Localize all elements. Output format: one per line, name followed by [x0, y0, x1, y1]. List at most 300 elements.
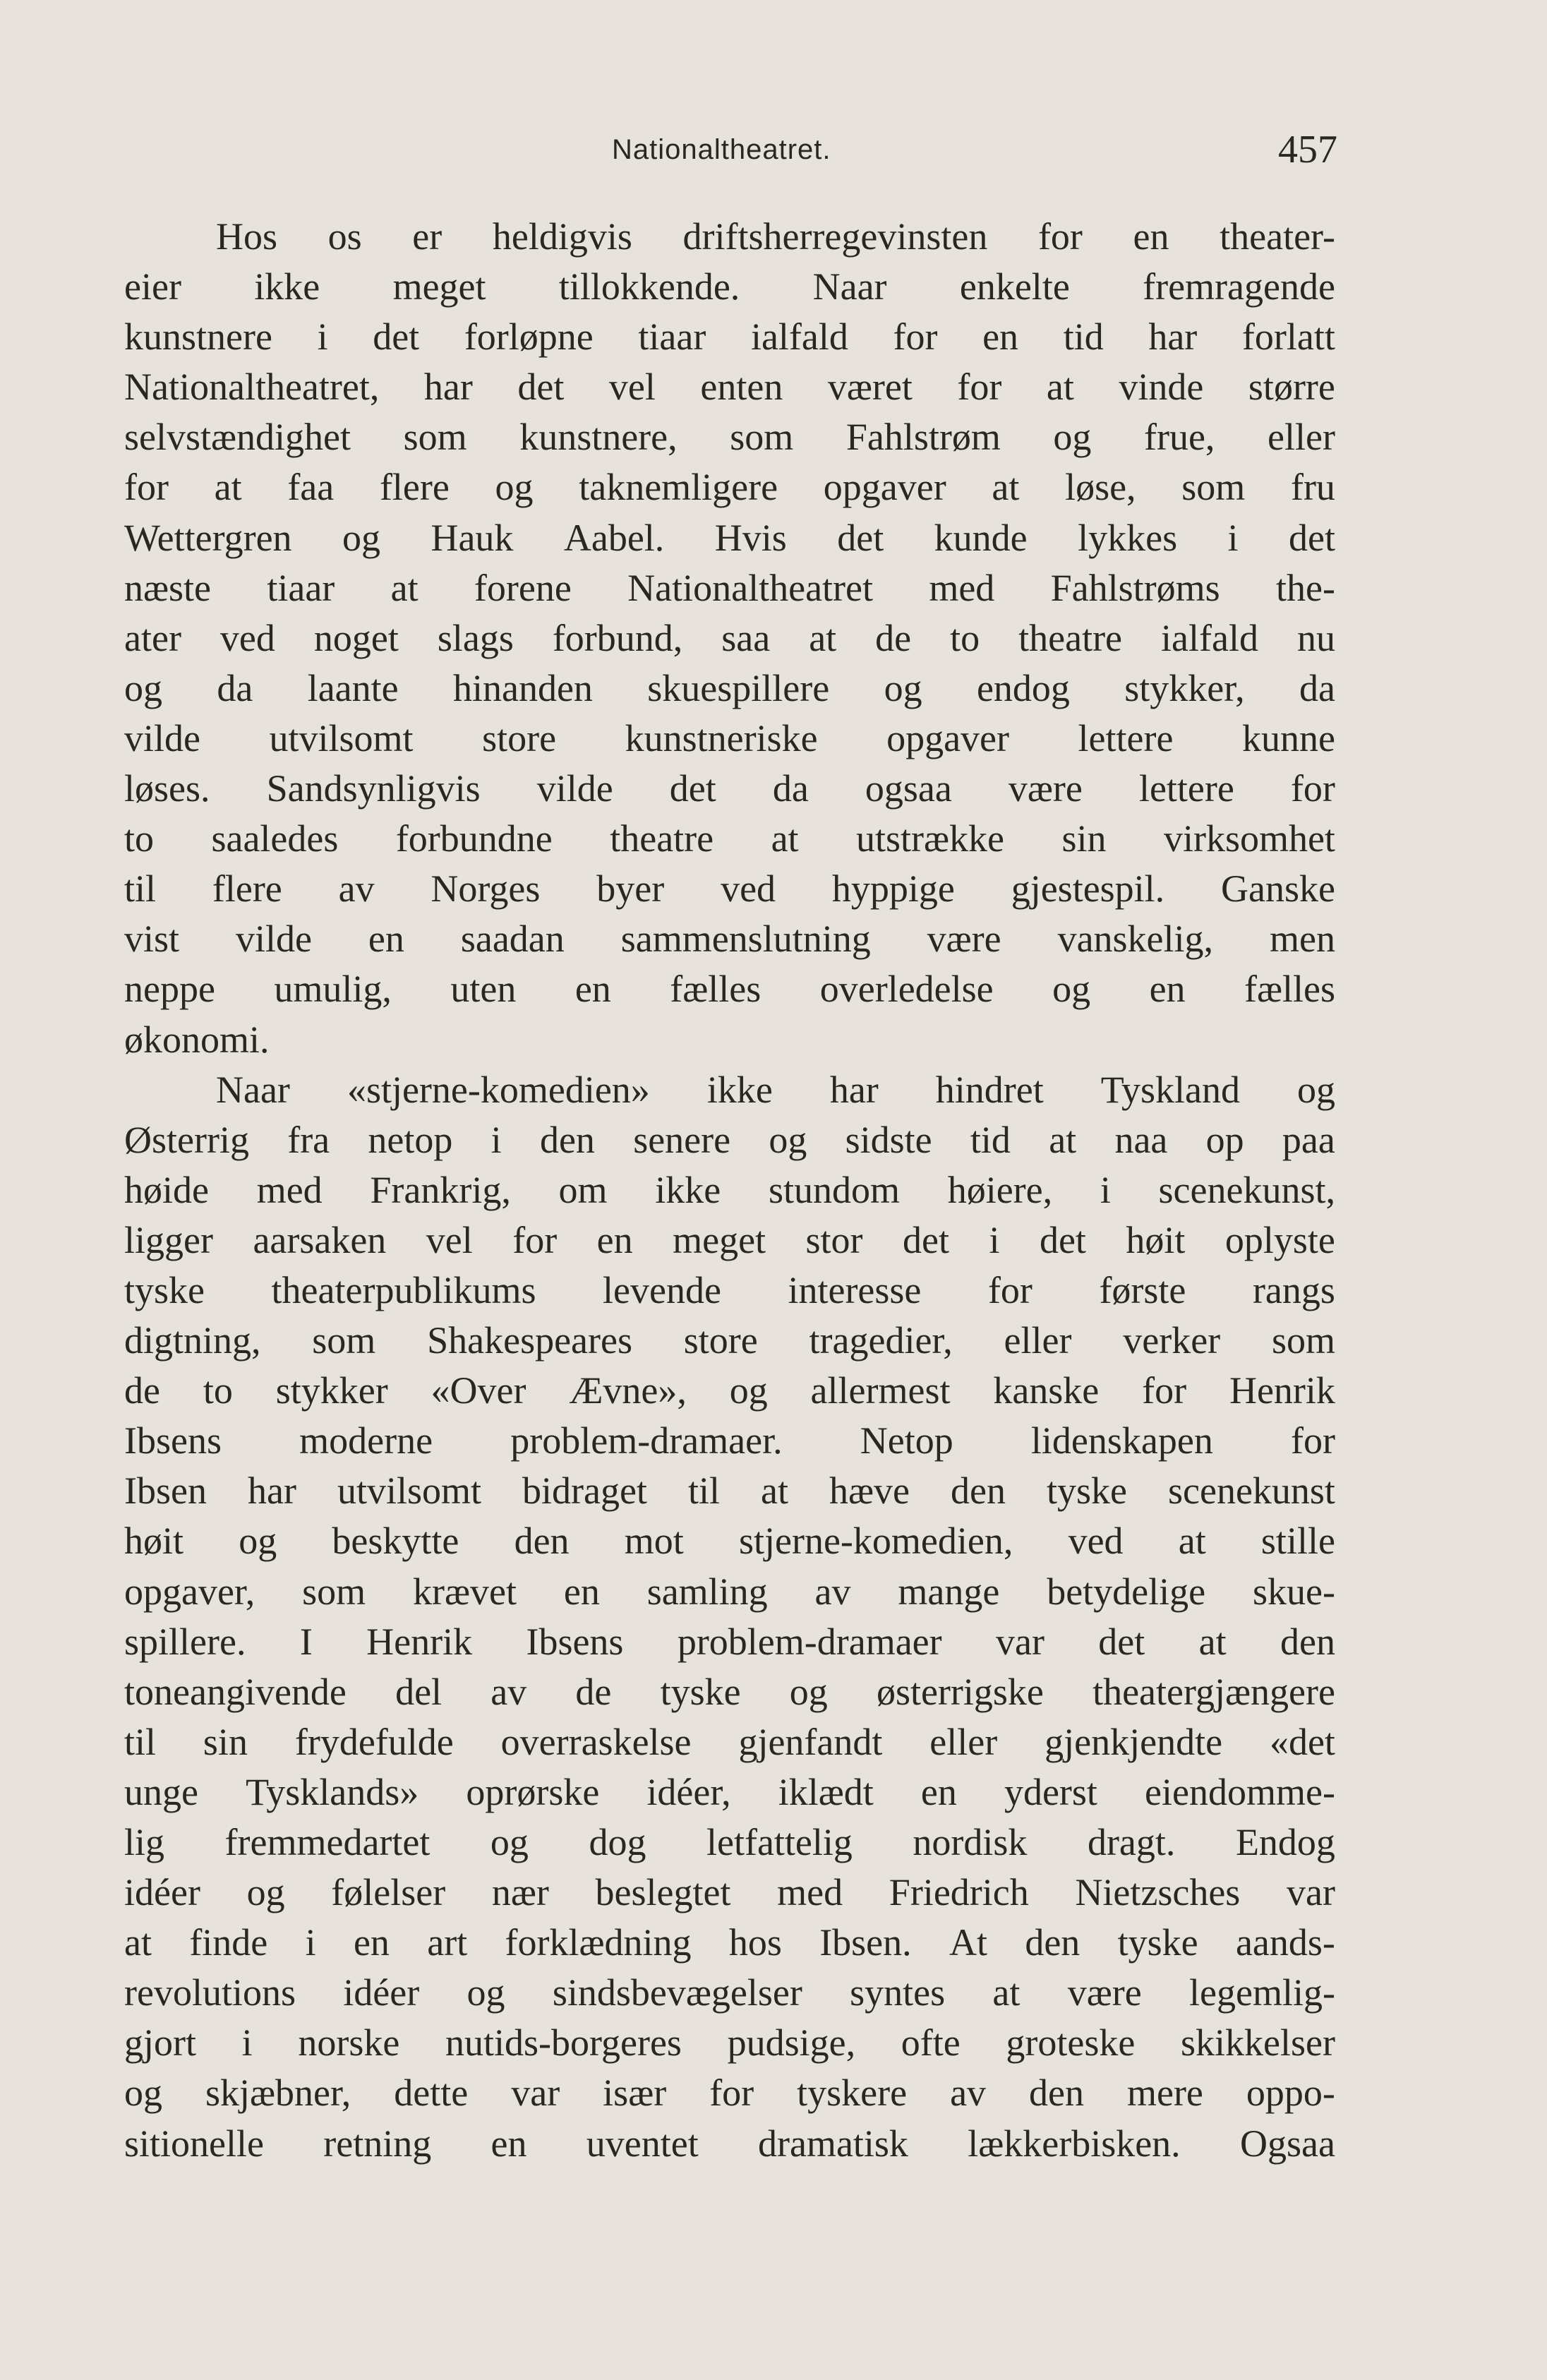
- word: været: [827, 366, 913, 409]
- word: og: [246, 1871, 285, 1914]
- word: tiaar: [267, 566, 335, 609]
- text-line: [124, 2119, 1335, 2169]
- word: ved: [1068, 1520, 1124, 1563]
- word: har: [423, 366, 473, 409]
- word: for: [512, 1218, 558, 1261]
- text-line: [124, 1316, 1335, 1366]
- word: Henrik: [1229, 1369, 1335, 1412]
- word: til: [687, 1470, 720, 1513]
- word: Endog: [1235, 1821, 1335, 1863]
- word: to: [203, 1369, 233, 1412]
- word: netop: [368, 1118, 453, 1161]
- word: har: [1148, 315, 1198, 359]
- word: en: [353, 1921, 390, 1964]
- word: neppe: [124, 968, 215, 1011]
- word: eiendomme-: [1145, 1770, 1335, 1813]
- word: lig: [124, 1821, 165, 1863]
- word: Ogsaa: [1239, 2122, 1335, 2165]
- word: forklædning: [505, 1921, 692, 1964]
- word: i: [1227, 516, 1239, 559]
- word: at: [809, 616, 837, 659]
- text-line: [124, 1366, 1335, 1416]
- word: av: [950, 2072, 987, 2115]
- word: del: [395, 1670, 443, 1713]
- word: med: [256, 1168, 323, 1211]
- word: løse,: [1065, 466, 1136, 509]
- text-line: [124, 212, 1335, 262]
- word: dette: [394, 2072, 469, 2115]
- text-line: økonomi.: [124, 1018, 270, 1061]
- word: følelser: [331, 1871, 446, 1914]
- word: den: [1025, 1921, 1081, 1964]
- text-line: [124, 1968, 1335, 2018]
- word: enten: [700, 366, 783, 409]
- word: hæve: [829, 1470, 910, 1513]
- word: bidraget: [522, 1470, 647, 1513]
- word: forbundne: [395, 817, 553, 860]
- word: stundom: [768, 1168, 900, 1211]
- word: oppo-: [1246, 2072, 1335, 2115]
- word: problem-dramaer.: [510, 1419, 783, 1462]
- word: byer: [596, 867, 665, 910]
- word: nær: [491, 1871, 549, 1914]
- word: som: [403, 416, 467, 459]
- word: scenekunst,: [1158, 1168, 1335, 1211]
- word: endog: [976, 666, 1070, 709]
- word: heldigvis: [492, 215, 632, 258]
- word: Ibsen.: [819, 1921, 912, 1964]
- word: Østerrig: [124, 1118, 249, 1161]
- word: letfattelig: [706, 1821, 853, 1863]
- word: I: [299, 1620, 313, 1663]
- word: første: [1099, 1268, 1186, 1311]
- word: høit: [124, 1520, 184, 1563]
- word: beslegtet: [595, 1871, 731, 1914]
- word: betydelige: [1047, 1570, 1206, 1613]
- word: theaterpublikums: [271, 1268, 536, 1311]
- word: de: [124, 1369, 160, 1412]
- word: pudsige,: [727, 2021, 856, 2065]
- word: stykker,: [1124, 666, 1245, 709]
- word: Nationaltheatret,: [124, 366, 380, 409]
- word: utvilsomt: [269, 716, 414, 759]
- text-line: [124, 1165, 1335, 1215]
- word: idéer: [124, 1871, 200, 1914]
- word: naa: [1114, 1118, 1168, 1161]
- word: spillere.: [124, 1620, 246, 1663]
- word: Sandsynligvis: [266, 767, 481, 810]
- word: digtning,: [124, 1319, 261, 1362]
- word: gjestespil.: [1011, 867, 1165, 910]
- word: og: [729, 1369, 768, 1412]
- text-line: [124, 262, 1335, 312]
- word: lækkerbisken.: [968, 2122, 1181, 2165]
- word: legemlig-: [1189, 1971, 1335, 2014]
- word: aands-: [1235, 1921, 1335, 1964]
- word: for: [1291, 1419, 1335, 1462]
- word: skjæbner,: [205, 2072, 351, 2115]
- word: Henrik: [366, 1620, 473, 1663]
- word: Hauk: [431, 516, 514, 559]
- word: skue-: [1252, 1570, 1335, 1613]
- word: driftsherregevinsten: [682, 215, 988, 258]
- word: slags: [437, 616, 514, 659]
- word: vilde: [235, 918, 312, 961]
- word: og: [124, 666, 162, 709]
- word: og: [884, 666, 922, 709]
- word: dragt.: [1087, 1821, 1176, 1863]
- word: vist: [124, 918, 180, 961]
- word: tyskere: [797, 2072, 908, 2115]
- word: Tyskland: [1100, 1068, 1240, 1111]
- word: to: [950, 616, 980, 659]
- word: overraskelse: [500, 1720, 692, 1763]
- word: verker: [1123, 1319, 1221, 1362]
- word: det: [1039, 1218, 1086, 1261]
- word: var: [1287, 1871, 1335, 1914]
- word: den: [1280, 1620, 1335, 1663]
- word: yderst: [1004, 1770, 1097, 1813]
- word: og: [342, 516, 380, 559]
- word: laante: [307, 666, 399, 709]
- word: sin: [203, 1720, 248, 1763]
- word: ater: [124, 616, 181, 659]
- word: mot: [624, 1520, 684, 1563]
- word: ogsaa: [865, 767, 952, 810]
- word: tyske: [124, 1268, 205, 1311]
- word: at: [390, 566, 419, 609]
- word: unge: [124, 1770, 198, 1813]
- word: større: [1248, 366, 1335, 409]
- word: forbund,: [552, 616, 683, 659]
- word: frue,: [1143, 416, 1215, 459]
- word: vilde: [124, 716, 200, 759]
- word: uten: [450, 968, 517, 1011]
- text-line: [124, 1868, 1335, 1918]
- text-line: [124, 814, 1335, 864]
- word: beskytte: [332, 1520, 459, 1563]
- word: især: [603, 2072, 667, 2115]
- word: tyske: [1046, 1470, 1127, 1513]
- word: idéer,: [646, 1770, 731, 1813]
- word: stille: [1260, 1520, 1335, 1563]
- word: den: [539, 1118, 595, 1161]
- word: kanske: [993, 1369, 1100, 1412]
- word: mere: [1126, 2072, 1203, 2115]
- word: og: [1052, 968, 1091, 1011]
- word: at: [992, 1971, 1021, 2014]
- word: Shakespeares: [427, 1319, 632, 1362]
- word: Aabel.: [563, 516, 665, 559]
- word: for: [124, 466, 169, 509]
- word: høide: [124, 1168, 209, 1211]
- word: da: [772, 767, 809, 810]
- text-line: [124, 1617, 1335, 1667]
- word: og: [1297, 1068, 1335, 1111]
- word: en: [982, 315, 1019, 359]
- word: theatre: [610, 817, 714, 860]
- word: theater-: [1220, 215, 1335, 258]
- word: dramatisk: [757, 2122, 908, 2165]
- word: vilde: [536, 767, 613, 810]
- word: næste: [124, 566, 212, 609]
- word: med: [929, 566, 995, 609]
- word: den: [951, 1470, 1006, 1513]
- word: det: [837, 516, 884, 559]
- word: At: [949, 1921, 987, 1964]
- word: i: [490, 1118, 502, 1161]
- word: er: [412, 215, 443, 258]
- word: en: [574, 968, 611, 1011]
- word: høit: [1126, 1218, 1186, 1261]
- text-line: [124, 714, 1335, 764]
- word: ved: [219, 616, 275, 659]
- word: paa: [1282, 1118, 1335, 1161]
- word: en: [563, 1570, 600, 1613]
- word: samling: [646, 1570, 768, 1613]
- word: med: [777, 1871, 843, 1914]
- word: av: [814, 1570, 851, 1613]
- word: finde: [189, 1921, 268, 1964]
- word: lykkes: [1078, 516, 1178, 559]
- text-line: [124, 1466, 1335, 1516]
- word: at: [992, 466, 1020, 509]
- word: Naar: [216, 1068, 290, 1111]
- word: en: [920, 1770, 957, 1813]
- text-line: [124, 964, 1335, 1014]
- word: for: [957, 366, 1002, 409]
- word: vel: [426, 1218, 473, 1261]
- word: lidenskapen: [1030, 1419, 1213, 1462]
- word: hindret: [935, 1068, 1044, 1111]
- word: vinde: [1119, 366, 1204, 409]
- text-line: [124, 613, 1335, 663]
- text-line: [124, 1567, 1335, 1617]
- word: tyske: [660, 1670, 741, 1713]
- word: interesse: [788, 1268, 922, 1311]
- word: lettere: [1078, 716, 1174, 759]
- text-line: [124, 1817, 1335, 1868]
- word: allermest: [810, 1369, 951, 1412]
- word: for: [709, 2072, 754, 2115]
- word: i: [305, 1921, 316, 1964]
- word: kunne: [1241, 716, 1335, 759]
- word: vanskelig,: [1057, 918, 1214, 961]
- word: og: [490, 1821, 529, 1863]
- word: at: [214, 466, 242, 509]
- word: Nationaltheatret: [627, 566, 873, 609]
- word: ikke: [254, 265, 320, 308]
- word: en: [1149, 968, 1186, 1011]
- word: saadan: [460, 918, 565, 961]
- word: for: [1037, 215, 1083, 258]
- word: at: [771, 817, 799, 860]
- word: idéer: [343, 1971, 420, 2014]
- word: Hvis: [714, 516, 787, 559]
- word: forene: [474, 566, 572, 609]
- word: tyske: [1117, 1921, 1198, 1964]
- word: i: [241, 2021, 253, 2065]
- word: nutids-borgeres: [445, 2021, 682, 2065]
- word: saa: [721, 616, 771, 659]
- text-line: [124, 513, 1335, 563]
- word: være: [1067, 1971, 1142, 2014]
- word: nu: [1296, 616, 1335, 659]
- word: Fahlstrøm: [845, 416, 1001, 459]
- word: og: [466, 1971, 505, 2014]
- text-line: [124, 563, 1335, 613]
- word: sidste: [845, 1118, 932, 1161]
- word: og: [239, 1520, 277, 1563]
- word: Wettergren: [124, 516, 292, 559]
- word: scenekunst: [1168, 1470, 1335, 1513]
- word: tiaar: [638, 315, 706, 359]
- word: hos: [728, 1921, 782, 1964]
- word: da: [1299, 666, 1335, 709]
- word: kunstnere: [124, 315, 272, 359]
- word: og: [124, 2072, 162, 2115]
- word: lettere: [1138, 767, 1234, 810]
- word: skuespillere: [647, 666, 830, 709]
- word: Naar: [812, 265, 887, 308]
- word: fru: [1290, 466, 1335, 509]
- text-line: [124, 1065, 1335, 1115]
- text-line: [124, 1717, 1335, 1767]
- word: det: [1098, 1620, 1145, 1663]
- word: ialfald: [1161, 616, 1258, 659]
- word: Netop: [860, 1419, 953, 1462]
- word: som: [302, 1570, 366, 1613]
- word: Ævne»,: [569, 1369, 687, 1412]
- text-line: [124, 2018, 1335, 2068]
- word: det: [517, 366, 565, 409]
- word: eier: [124, 265, 181, 308]
- word: en: [368, 918, 404, 961]
- word: Friedrich: [889, 1871, 1029, 1914]
- word: kunde: [934, 516, 1028, 559]
- running-title: Nationaltheatret.: [612, 134, 831, 165]
- word: flere: [379, 466, 450, 509]
- word: kunstneriske: [625, 716, 818, 759]
- text-line: [124, 1918, 1335, 1968]
- word: og: [769, 1118, 807, 1161]
- word: ligger: [124, 1218, 213, 1261]
- word: Ibsen: [124, 1470, 207, 1513]
- word: var: [511, 2072, 560, 2115]
- word: en: [490, 2122, 527, 2165]
- word: at: [1198, 1620, 1227, 1663]
- word: om: [558, 1168, 608, 1211]
- word: ved: [721, 867, 776, 910]
- word: og: [495, 466, 534, 509]
- word: fælles: [1244, 968, 1335, 1011]
- word: dog: [589, 1821, 646, 1863]
- word: tid: [970, 1118, 1011, 1161]
- word: groteske: [1006, 2021, 1136, 2065]
- word: da: [217, 666, 253, 709]
- word: hyppige: [831, 867, 955, 910]
- word: i: [989, 1218, 1000, 1261]
- word: os: [327, 215, 362, 258]
- word: sin: [1061, 817, 1107, 860]
- text-line: [124, 1266, 1335, 1316]
- word: moderne: [299, 1419, 433, 1462]
- word: oprørske: [466, 1770, 600, 1813]
- word: gjenfandt: [738, 1720, 883, 1763]
- word: syntes: [850, 1971, 946, 2014]
- word: fra: [287, 1118, 330, 1161]
- word: for: [893, 315, 938, 359]
- word: krævet: [413, 1570, 517, 1613]
- word: Nietzsches: [1075, 1871, 1241, 1914]
- word: som: [1181, 466, 1246, 509]
- word: til: [124, 1720, 157, 1763]
- word: «stjerne-komedien»: [347, 1068, 650, 1111]
- word: eller: [929, 1720, 998, 1763]
- word: rangs: [1252, 1268, 1335, 1311]
- word: fremmedartet: [224, 1821, 431, 1863]
- word: ikke: [706, 1068, 773, 1111]
- word: skikkelser: [1181, 2021, 1335, 2065]
- word: fremragende: [1143, 265, 1335, 308]
- word: uventet: [586, 2122, 699, 2165]
- word: oplyste: [1224, 1218, 1335, 1261]
- word: faa: [287, 466, 335, 509]
- word: for: [1290, 767, 1335, 810]
- word: det: [1289, 516, 1335, 559]
- word: Frankrig,: [370, 1168, 511, 1211]
- word: en: [596, 1218, 633, 1261]
- text-line: [124, 1416, 1335, 1466]
- word: det: [669, 767, 716, 810]
- word: men: [1270, 918, 1335, 961]
- text-line: [124, 1516, 1335, 1566]
- word: meget: [673, 1218, 766, 1261]
- word: høiere,: [947, 1168, 1053, 1211]
- text-line: [124, 362, 1335, 412]
- word: en: [1133, 215, 1169, 258]
- word: Hos: [216, 215, 278, 258]
- word: frydefulde: [294, 1720, 454, 1763]
- word: sindsbevægelser: [552, 1971, 802, 2014]
- word: enkelte: [959, 265, 1070, 308]
- word: ikke: [655, 1168, 721, 1211]
- word: Norges: [431, 867, 541, 910]
- word: levende: [603, 1268, 721, 1311]
- text-line: [124, 2068, 1335, 2118]
- word: at: [1178, 1520, 1206, 1563]
- word: utvilsomt: [337, 1470, 481, 1513]
- word: gjenkjendte: [1045, 1720, 1223, 1763]
- word: nordisk: [913, 1821, 1028, 1863]
- body-text: [124, 212, 1335, 2169]
- word: toneangivende: [124, 1670, 347, 1713]
- word: østerrigske: [876, 1670, 1044, 1713]
- word: virksomhet: [1163, 817, 1335, 860]
- text-line: [124, 914, 1335, 964]
- word: løses.: [124, 767, 210, 810]
- word: stjerne-komedien,: [738, 1520, 1013, 1563]
- word: som: [1271, 1319, 1335, 1362]
- word: som: [312, 1319, 376, 1362]
- word: stor: [805, 1218, 863, 1261]
- word: i: [1100, 1168, 1111, 1211]
- word: har: [247, 1470, 296, 1513]
- word: noget: [313, 616, 399, 659]
- word: «Over: [431, 1369, 526, 1412]
- word: og: [1053, 416, 1092, 459]
- word: for: [987, 1268, 1033, 1311]
